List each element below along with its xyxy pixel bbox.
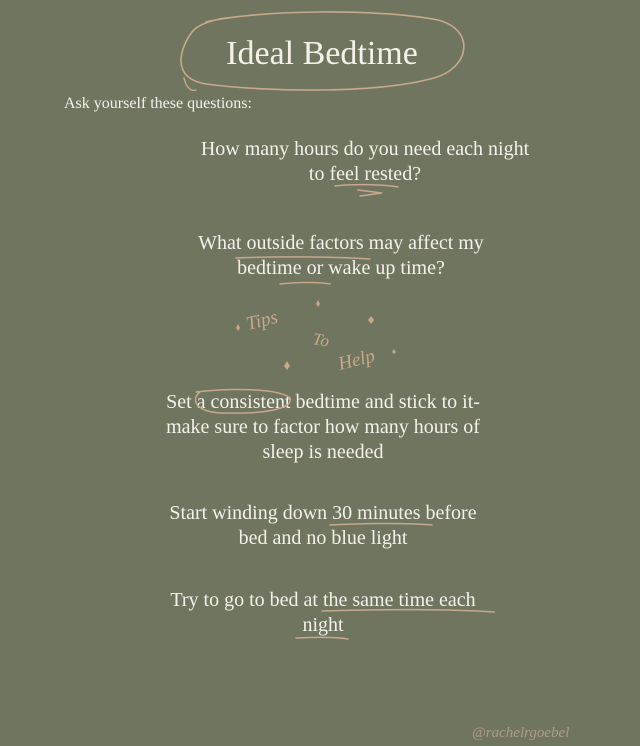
intro-text: Ask yourself these questions:	[64, 95, 252, 112]
tip-winding-down	[98, 501, 548, 551]
tip-consistent-bedtime	[98, 390, 548, 465]
question-line: to feel rested?	[308, 163, 422, 185]
question-factors	[116, 231, 566, 281]
watermark-signature	[468, 718, 634, 744]
question-hours	[140, 137, 590, 187]
tip-line: Start winding down 30 minutes before	[169, 502, 477, 524]
tips-word: Tips	[244, 306, 280, 335]
underline-wake-up	[280, 283, 330, 285]
tip-line: Set a consistent bedtime and stick to it-	[166, 391, 480, 413]
tip-line: Try to go to bed at the same time each	[170, 589, 476, 611]
tip-line: sleep is needed	[262, 441, 384, 463]
title-banner	[176, 8, 468, 96]
watermark-text: @rachelrgoebel	[472, 725, 570, 741]
question-line: What outside factors may affect my	[198, 232, 484, 254]
to-word: To	[311, 329, 331, 351]
tip-line: make sure to factor how many hours of	[166, 416, 480, 438]
tip-line: night	[302, 614, 344, 636]
tip-same-time	[98, 588, 548, 638]
help-word: Help	[336, 345, 378, 375]
question-line: How many hours do you need each night	[200, 138, 530, 160]
tips-to-help-handwriting	[220, 292, 410, 382]
underline-arrow	[358, 190, 382, 196]
tip-line: bed and no blue light	[238, 527, 408, 549]
question-line: bedtime or wake up time?	[237, 257, 445, 279]
page-title: Ideal Bedtime	[226, 35, 418, 72]
